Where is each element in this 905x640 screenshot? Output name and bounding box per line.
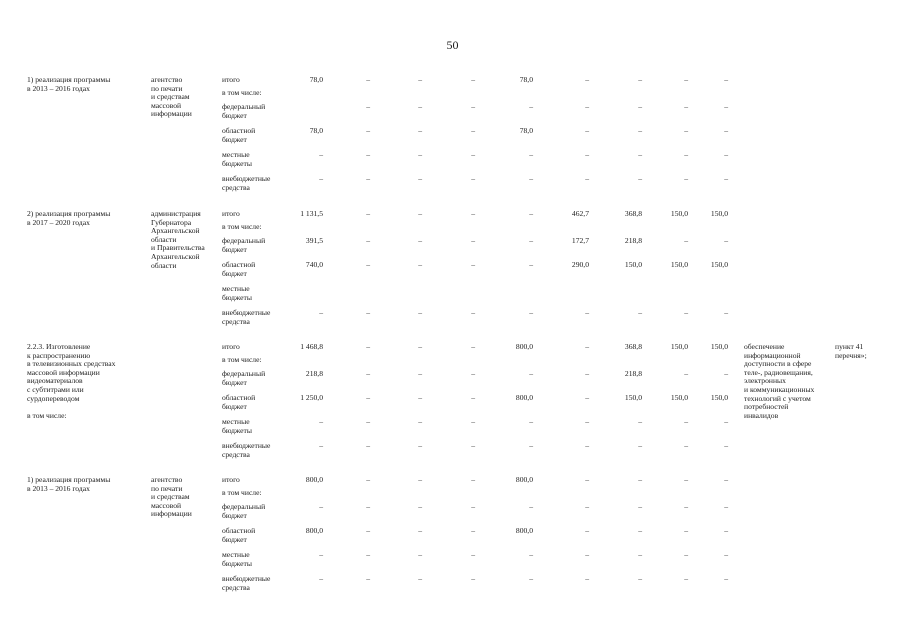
value-cell: 150,0 [670, 342, 688, 351]
value-cell: – [529, 102, 533, 111]
value-cell: – [418, 236, 422, 245]
executor-cell: администрация Губернатора Архангельской области и Правительства Архангельской области [151, 209, 205, 270]
row-label: внебюджетные средства [222, 441, 271, 459]
measure-name-cell: 2.2.3. Изготовление к распространению в телевизионных средствах массовой информации видеоматериалов с субтитрами или сурдопереводом в том числе: [27, 342, 116, 420]
value-cell: – [585, 102, 589, 111]
value-cell: – [319, 550, 323, 559]
value-cell: – [585, 502, 589, 511]
value-cell: – [471, 393, 475, 402]
value-cell: – [366, 502, 370, 511]
value-cell: – [724, 526, 728, 535]
value-cell: – [366, 150, 370, 159]
value-cell: – [638, 475, 642, 484]
value-cell: – [366, 260, 370, 269]
value-cell: – [418, 102, 422, 111]
value-cell: – [638, 150, 642, 159]
value-cell: – [418, 150, 422, 159]
value-cell: 150,0 [624, 260, 642, 269]
value-cell: – [684, 174, 688, 183]
value-cell: – [418, 526, 422, 535]
row-label: в том числе: [222, 88, 262, 97]
value-cell: 218,8 [624, 369, 642, 378]
value-cell: – [418, 342, 422, 351]
row-label: в том числе: [222, 222, 262, 231]
value-cell: – [638, 550, 642, 559]
value-cell: – [638, 574, 642, 583]
value-cell: – [724, 75, 728, 84]
row-label: внебюджетные средства [222, 574, 271, 592]
value-cell: – [529, 550, 533, 559]
value-cell: – [684, 526, 688, 535]
value-cell: 150,0 [710, 342, 728, 351]
value-cell: – [471, 236, 475, 245]
value-cell: 150,0 [710, 260, 728, 269]
value-cell: – [418, 417, 422, 426]
value-cell: – [319, 441, 323, 450]
value-cell: 462,7 [571, 209, 589, 218]
value-cell: – [471, 441, 475, 450]
result-cell: обеспечение информационной доступности в сфере теле-, радиовещания, электронных и коммуникационных технологий с учетом потребностей инвалидов [744, 342, 815, 420]
value-cell: – [319, 150, 323, 159]
program-period-cell: 1) реализация программы в 2013 – 2016 годах [27, 475, 111, 493]
value-cell: – [638, 102, 642, 111]
value-cell: 290,0 [571, 260, 589, 269]
row-label: федеральный бюджет [222, 369, 266, 387]
value-cell: – [319, 574, 323, 583]
value-cell: – [724, 126, 728, 135]
value-cell: – [319, 174, 323, 183]
value-cell: – [471, 369, 475, 378]
value-cell: – [684, 574, 688, 583]
value-cell: – [724, 174, 728, 183]
value-cell: 800,0 [305, 526, 323, 535]
value-cell: – [529, 574, 533, 583]
value-cell: – [471, 174, 475, 183]
row-label: итого [222, 342, 240, 351]
value-cell: 1 250,0 [300, 393, 323, 402]
row-label: федеральный бюджет [222, 236, 266, 254]
value-cell: – [366, 209, 370, 218]
value-cell: – [638, 75, 642, 84]
value-cell: 78,0 [309, 75, 323, 84]
value-cell: – [585, 417, 589, 426]
value-cell: – [724, 102, 728, 111]
value-cell: – [471, 417, 475, 426]
value-cell: 78,0 [519, 75, 533, 84]
value-cell: – [418, 126, 422, 135]
value-cell: – [366, 75, 370, 84]
value-cell: – [529, 209, 533, 218]
value-cell: – [418, 260, 422, 269]
value-cell: – [585, 150, 589, 159]
executor-cell: агентство по печати и средствам массовой информации [151, 75, 192, 119]
value-cell: – [529, 174, 533, 183]
value-cell: – [585, 574, 589, 583]
row-label: местные бюджеты [222, 150, 252, 168]
value-cell: – [471, 150, 475, 159]
value-cell: – [418, 475, 422, 484]
value-cell: 218,8 [624, 236, 642, 245]
value-cell: – [724, 236, 728, 245]
value-cell: – [638, 441, 642, 450]
value-cell: 150,0 [670, 209, 688, 218]
value-cell: – [585, 550, 589, 559]
row-label: в том числе: [222, 488, 262, 497]
value-cell: – [684, 150, 688, 159]
value-cell: – [471, 502, 475, 511]
value-cell: – [585, 441, 589, 450]
row-label: в том числе: [222, 355, 262, 364]
value-cell: – [529, 502, 533, 511]
value-cell: – [319, 417, 323, 426]
value-cell: – [684, 502, 688, 511]
value-cell: – [585, 308, 589, 317]
row-label: местные бюджеты [222, 417, 252, 435]
value-cell: – [684, 441, 688, 450]
value-cell: – [418, 441, 422, 450]
value-cell: 1 131,5 [300, 209, 323, 218]
value-cell: 150,0 [624, 393, 642, 402]
value-cell: – [366, 126, 370, 135]
value-cell: – [471, 75, 475, 84]
value-cell: – [724, 417, 728, 426]
value-cell: – [724, 502, 728, 511]
value-cell: – [529, 369, 533, 378]
value-cell: 218,8 [305, 369, 323, 378]
value-cell: – [638, 417, 642, 426]
value-cell: – [585, 342, 589, 351]
value-cell: – [418, 502, 422, 511]
value-cell: – [366, 574, 370, 583]
value-cell: 172,7 [571, 236, 589, 245]
value-cell: – [585, 475, 589, 484]
row-label: итого [222, 75, 240, 84]
value-cell: – [366, 236, 370, 245]
value-cell: – [366, 475, 370, 484]
value-cell: – [418, 393, 422, 402]
value-cell: – [529, 260, 533, 269]
row-label: областной бюджет [222, 126, 256, 144]
value-cell: – [638, 526, 642, 535]
row-label: местные бюджеты [222, 284, 252, 302]
value-cell: – [471, 550, 475, 559]
value-cell: – [684, 369, 688, 378]
value-cell: 368,8 [624, 342, 642, 351]
value-cell: – [471, 574, 475, 583]
executor-cell: агентство по печати и средствам массовой информации [151, 475, 192, 519]
value-cell: – [724, 550, 728, 559]
value-cell: – [638, 308, 642, 317]
value-cell: – [471, 308, 475, 317]
value-cell: – [724, 369, 728, 378]
value-cell: – [471, 209, 475, 218]
value-cell: – [724, 150, 728, 159]
value-cell: 800,0 [515, 526, 533, 535]
row-label: областной бюджет [222, 393, 256, 411]
row-label: итого [222, 209, 240, 218]
row-label: областной бюджет [222, 526, 256, 544]
row-label: внебюджетные средства [222, 174, 271, 192]
value-cell: – [638, 126, 642, 135]
value-cell: – [529, 236, 533, 245]
value-cell: 800,0 [305, 475, 323, 484]
value-cell: 740,0 [305, 260, 323, 269]
value-cell: – [319, 308, 323, 317]
value-cell: – [418, 574, 422, 583]
value-cell: 150,0 [670, 260, 688, 269]
value-cell: – [418, 174, 422, 183]
value-cell: 800,0 [515, 393, 533, 402]
value-cell: – [529, 441, 533, 450]
value-cell: – [529, 417, 533, 426]
value-cell: 368,8 [624, 209, 642, 218]
row-label: итого [222, 475, 240, 484]
value-cell: – [418, 209, 422, 218]
value-cell: 1 468,8 [300, 342, 323, 351]
value-cell: – [471, 526, 475, 535]
value-cell: – [529, 308, 533, 317]
value-cell: – [684, 75, 688, 84]
value-cell: – [585, 369, 589, 378]
value-cell: – [319, 502, 323, 511]
value-cell: – [471, 126, 475, 135]
value-cell: 78,0 [519, 126, 533, 135]
value-cell: – [585, 526, 589, 535]
value-cell: – [418, 369, 422, 378]
row-label: федеральный бюджет [222, 502, 266, 520]
value-cell: – [684, 126, 688, 135]
value-cell: – [724, 441, 728, 450]
value-cell: – [529, 150, 533, 159]
value-cell: – [684, 236, 688, 245]
program-period-cell: 1) реализация программы в 2013 – 2016 годах [27, 75, 111, 93]
value-cell: – [366, 102, 370, 111]
reference-cell: пункт 41 перечня»; [835, 342, 867, 360]
value-cell: – [684, 550, 688, 559]
value-cell: 800,0 [515, 342, 533, 351]
value-cell: 800,0 [515, 475, 533, 484]
value-cell: 78,0 [309, 126, 323, 135]
value-cell: – [724, 574, 728, 583]
value-cell: – [684, 308, 688, 317]
value-cell: – [638, 502, 642, 511]
row-label: федеральный бюджет [222, 102, 266, 120]
value-cell: – [585, 174, 589, 183]
value-cell: 391,5 [305, 236, 323, 245]
value-cell: – [418, 75, 422, 84]
value-cell: – [418, 308, 422, 317]
program-period-cell: 2) реализация программы в 2017 – 2020 годах [27, 209, 111, 227]
value-cell: – [724, 308, 728, 317]
value-cell: – [471, 102, 475, 111]
value-cell: – [724, 475, 728, 484]
value-cell: – [366, 550, 370, 559]
value-cell: 150,0 [710, 393, 728, 402]
value-cell: – [684, 417, 688, 426]
value-cell: – [585, 126, 589, 135]
value-cell: – [684, 102, 688, 111]
page-number: 50 [446, 38, 459, 52]
value-cell: – [471, 260, 475, 269]
value-cell: – [585, 393, 589, 402]
value-cell: – [366, 393, 370, 402]
value-cell: – [471, 475, 475, 484]
row-label: областной бюджет [222, 260, 256, 278]
value-cell: 150,0 [710, 209, 728, 218]
row-label: внебюджетные средства [222, 308, 271, 326]
value-cell: – [366, 308, 370, 317]
row-label: местные бюджеты [222, 550, 252, 568]
value-cell: – [366, 441, 370, 450]
value-cell: – [366, 526, 370, 535]
value-cell: 150,0 [670, 393, 688, 402]
value-cell: – [366, 369, 370, 378]
value-cell: – [638, 174, 642, 183]
value-cell: – [418, 550, 422, 559]
value-cell: – [366, 174, 370, 183]
value-cell: – [684, 475, 688, 484]
value-cell: – [471, 342, 475, 351]
value-cell: – [366, 342, 370, 351]
value-cell: – [366, 417, 370, 426]
value-cell: – [585, 75, 589, 84]
